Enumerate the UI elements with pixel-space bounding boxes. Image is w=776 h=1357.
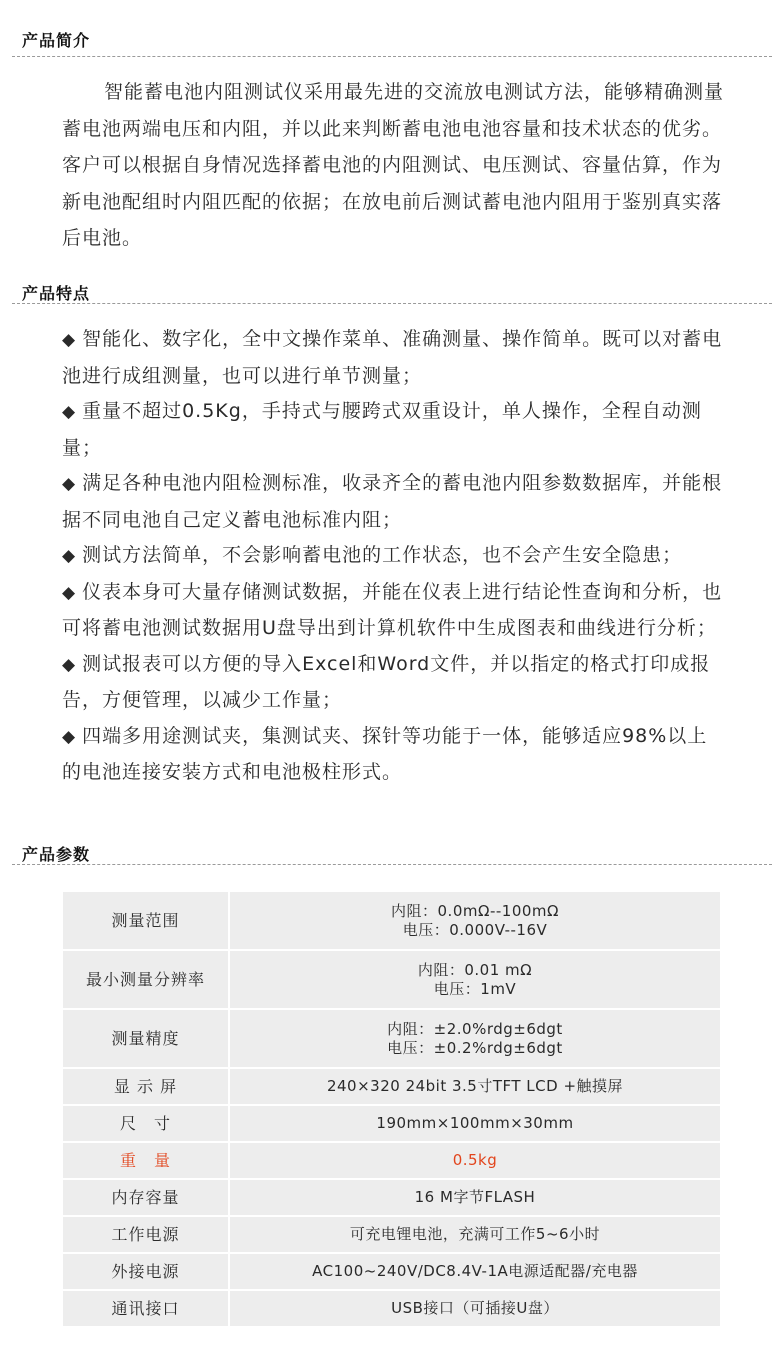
table-row [63, 1180, 720, 1215]
param-label: 内存容量 [63, 1180, 230, 1215]
table-row [63, 1106, 720, 1141]
param-value: 0.5kg [230, 1143, 720, 1178]
table-row [63, 1010, 720, 1067]
param-label: 通讯接口 [63, 1291, 230, 1326]
param-value-line: 内阻：0.01 mΩ [417, 960, 533, 979]
feature-item [62, 575, 727, 647]
diamond-bullet-icon: ◆ [62, 474, 77, 494]
param-label: 外接电源 [63, 1254, 230, 1289]
param-label: 测量精度 [63, 1010, 230, 1067]
feature-text: 四端多用途测试夹，集测试夹、探针等功能于一体，能够适应98%以上的电池连接安装方式和电池极柱形式。 [62, 724, 708, 783]
feature-item [62, 719, 727, 791]
diamond-bullet-icon: ◆ [62, 582, 77, 603]
param-value: USB接口（可插接U盘） [230, 1291, 720, 1326]
feature-text: 满足各种电池内阻检测标准，收录齐全的蓄电池内阻参数数据库，并能根据不同电池自己定义蓄电池标准内阻； [62, 472, 723, 531]
params-table [63, 890, 720, 1328]
param-label: 尺 寸 [63, 1106, 230, 1141]
param-value: AC100~240V/DC8.4V-1A电源适配器/充电器 [230, 1254, 720, 1289]
param-label: 最小测量分辨率 [63, 951, 230, 1008]
param-value-line: 内阻：0.0mΩ--100mΩ [391, 901, 559, 920]
feature-item [62, 322, 727, 394]
divider [12, 303, 772, 304]
param-value [230, 1010, 720, 1067]
diamond-bullet-icon: ◆ [62, 546, 77, 566]
param-label: 重 量 [63, 1143, 230, 1178]
table-row [63, 1217, 720, 1252]
divider [12, 864, 772, 865]
param-label: 测量范围 [63, 892, 230, 949]
param-value: 240×320 24bit 3.5寸TFT LCD +触摸屏 [230, 1069, 720, 1104]
table-row [63, 1069, 720, 1104]
param-value-line: 内阻：±2.0%rdg±6dgt [387, 1019, 563, 1038]
param-value-line: 电压：±0.2%rdg±6dgt [387, 1038, 563, 1057]
feature-list [62, 322, 727, 791]
param-label: 工作电源 [63, 1217, 230, 1252]
feature-item [62, 394, 727, 466]
param-value: 16 M字节FLASH [230, 1180, 720, 1215]
diamond-bullet-icon: ◆ [62, 654, 77, 675]
divider [12, 56, 772, 57]
param-value-line: 电压：1mV [433, 979, 517, 998]
feature-item [62, 647, 727, 719]
table-row [63, 892, 720, 949]
param-value-line: 电压：0.000V--16V [402, 920, 548, 939]
feature-text: 测试报表可以方便的导入Excel和Word文件，并以指定的格式打印成报告，方便管理，以减少工作量； [62, 652, 711, 711]
table-row [63, 951, 720, 1008]
table-row [63, 1291, 720, 1326]
diamond-bullet-icon: ◆ [62, 402, 77, 422]
diamond-bullet-icon: ◆ [62, 726, 77, 747]
feature-text: 测试方法简单，不会影响蓄电池的工作状态，也不会产生安全隐患； [82, 544, 683, 566]
feature-item [62, 466, 727, 538]
param-value: 190mm×100mm×30mm [230, 1106, 720, 1141]
section-title-features: 产品特点 [22, 284, 91, 303]
param-value: 可充电锂电池，充满可工作5~6小时 [230, 1217, 720, 1252]
table-row-highlight [63, 1143, 720, 1178]
intro-paragraph: 智能蓄电池内阻测试仪采用最先进的交流放电测试方法，能够精确测量蓄电池两端电压和内阻，并以此来判断蓄电池电池容量和技术状态的优劣。客户可以根据自身情况选择蓄电池的内阻测试、电压测试、容量估算，作为新电池配组时内阻匹配的依据；在放电前后测试蓄电池内阻用于鉴别真实落后电池。 [62, 81, 725, 249]
feature-text: 智能化、数字化，全中文操作菜单、准确测量、操作简单。既可以对蓄电池进行成组测量，也可以进行单节测量； [62, 328, 723, 387]
param-value [230, 892, 720, 949]
param-label: 显 示 屏 [63, 1069, 230, 1104]
section-title-intro: 产品简介 [22, 31, 91, 50]
feature-text: 仪表本身可大量存储测试数据，并能在仪表上进行结论性查询和分析，也可将蓄电池测试数据用U盘导出到计算机软件中生成图表和曲线进行分析； [62, 580, 723, 639]
feature-item [62, 538, 727, 575]
param-value [230, 951, 720, 1008]
table-row [63, 1254, 720, 1289]
feature-text: 重量不超过0.5Kg，手持式与腰跨式双重设计，单人操作，全程自动测量； [62, 400, 702, 459]
section-title-params: 产品参数 [22, 845, 91, 864]
diamond-bullet-icon: ◆ [62, 330, 77, 350]
